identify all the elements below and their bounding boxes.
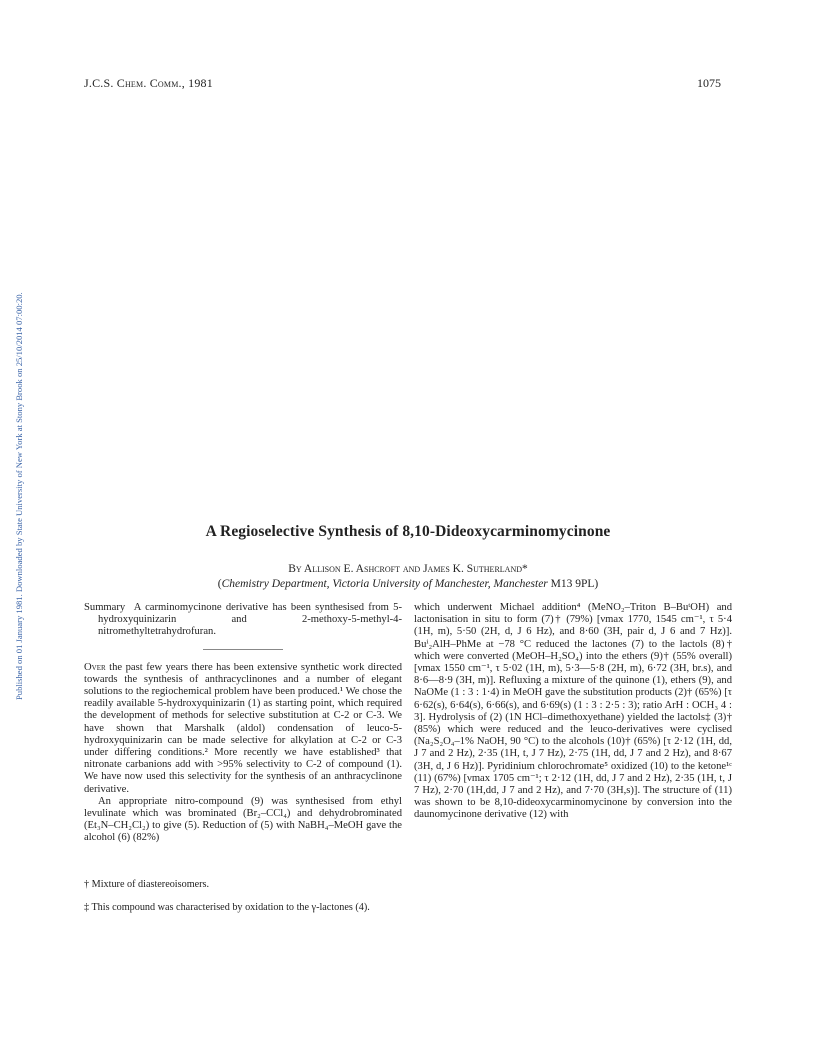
affiliation-text: Chemistry Department, Victoria University of Manchester, Manchester [221,578,548,590]
affiliation [0,578,816,590]
intro-paragraph [84,662,402,796]
footnote-double-dagger: ‡ This compound was characterised by oxidation to the γ-lactones (4). [84,902,370,913]
synthesis-paragraph: An appropriate nitro-compound (9) was synthesised from ethyl levulinate which was brominated (Br₂–CCl₄) and dehydrobrominated (Et₃N–CH₂Cl₂) to give (5). Reduction of (5) with NaBH₄–MeOH gave the alcohol (6) (82%) [84,795,402,844]
journal-header: J.C.S. Chem. Comm., 1981 [84,76,213,90]
article-title: A Regioselective Synthesis of 8,10-Dideoxycarminomycinone [205,523,611,540]
summary-block [84,602,402,639]
affiliation-open-paren: ( [217,578,222,590]
intro-lead: Over [84,661,106,673]
left-column [84,602,402,845]
summary-label: Summary [84,602,126,613]
intro-text: the past few years there has been extensive synthetic work directed towards the synthesis of anthracyclinones and a number of elegant solutions to the regiochemical problem have been produced.¹ We chose the readily available 5-hydroxyquinizarin (1) as starting point, which required the development of methods for selective substitution at C-2 or C-3. We have shown that Marshalk (aldol) condensation of leuco-5-hydroxyquinizarin can be made selective for alkylation at C-2 or C-3 under differing conditions.² More recently we have established³ that nitronate carbanions add with >95% selectivity to C-2 of compound (1). We have now used this selectivity for the synthesis of an anthracyclinone derivative. [84,661,402,795]
watermark-text: Published on 01 January 1981. Downloaded by State University of New York at Stony Brook on 25/10/2014 07:00:20. [14,292,24,700]
summary-text: A carminomycinone derivative has been synthesised from 5-hydroxyquinizarin and 2-methoxy-5-methyl-4-nitromethyltetrahydrofuran. [98,602,403,638]
affiliation-postcode: M13 9PL) [547,578,599,590]
continued-paragraph: which underwent Michael addition⁴ (MeNO₂–Triton B–BuᵗOH) and lactonisation in situ to form (7)† (79%) [νmax 1770, 1545 cm⁻¹, τ 5·4 (1H, m), 5·50 (2H, d, J 6 Hz), and 8·60 (3H, pair d, J 6 and 7 Hz)]. Buⁱ₂AlH–PhMe at −78 °C reduced the lactones (7) to the lactols (8)† which were converted (MeOH–H₂SO₄) into the ethers (9)† (55% overall) [νmax 1550 cm⁻¹, τ 5·02 (1H, m), 5·3—5·8 (2H, m), 6·72 (3H, br.s), and 8·6—8·9 (3H, m)]. Refluxing a mixture of the quinone (1), ethers (9), and NaOMe (1 : 3 : 1·4) in MeOH gave the substitution products (2)† (65%) [τ 6·62(s), 6·64(s), 6·66(s), and 6·69(s) (1 : 3 : 2·5 : 3); ratio ArH : OCH₃ 4 : 3]. Hydrolysis of (2) (1N HCl–dimethoxyethane) yielded the lactols‡ (3)† (85%) which were reduced and the leuco-derivatives were cyclised (Na₂S₂O₄–1% NaOH, 90 °C) to the alcohols (10)† (65%) [τ 2·12 (1H, dd, J 7 and 2 Hz), 2·35 (1H, t, J 7 Hz), 2·75 (1H, dd, J 7 and 2 Hz), and 8·67 (3H, d, J 6 Hz)]. Pyridinium chlorochromate⁵ oxidized (10) to the ketone¹ᶜ (11) (67%) [νmax 1705 cm⁻¹; τ 2·12 (1H, dd, J 7 and 2 Hz), 2·35 (1H, t, J 7 Hz), 2·70 (1H,dd, J 7 and 2 Hz), and 7·70 (3H,s)]. The structure of (11) was shown to be 8,10-dideoxycarminomycinone by conversion into the daunomycinone derivative (12) with [414,602,732,821]
page-number: 1075 [697,76,721,90]
footnote-dagger: † Mixture of diastereoisomers. [84,879,210,890]
section-divider [203,649,283,650]
author-byline: By Allison E. Ashcroft and James K. Sutherland* [288,563,528,575]
right-column [414,602,732,822]
download-watermark [0,0,24,700]
